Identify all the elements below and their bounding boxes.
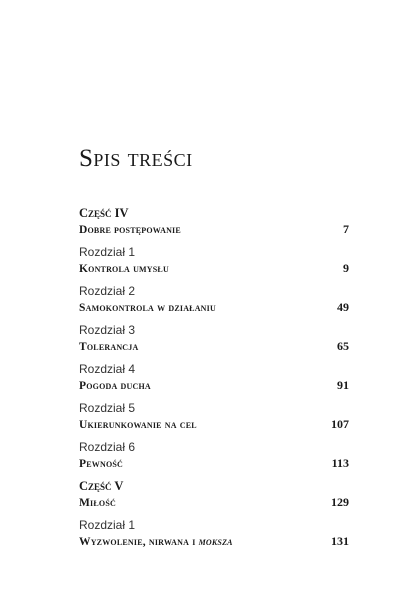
toc-entry[interactable] bbox=[79, 221, 349, 238]
entry-page-number: 131 bbox=[331, 534, 349, 548]
entry-title: Kontrola umysłu bbox=[79, 263, 169, 275]
part-v bbox=[79, 478, 349, 550]
chapter-label: Rozdział 1 bbox=[79, 518, 136, 532]
chapter-label: Rozdział 1 bbox=[79, 245, 136, 259]
part-label: Część IV bbox=[79, 206, 129, 220]
entry-page-number: 129 bbox=[331, 495, 349, 509]
toc-entry[interactable] bbox=[79, 299, 349, 316]
entry-page-number: 107 bbox=[331, 417, 349, 431]
entry-title: Dobre postępowanie bbox=[79, 224, 181, 236]
entry-title-italic: moksza bbox=[198, 536, 233, 548]
entry-title: Miłość bbox=[79, 497, 116, 509]
entry-title: Tolerancja bbox=[79, 341, 139, 353]
chapter-label: Rozdział 2 bbox=[79, 284, 136, 298]
toc-entry[interactable] bbox=[79, 416, 349, 433]
part-iv bbox=[79, 205, 349, 472]
chapter-label: Rozdział 6 bbox=[79, 440, 136, 454]
chapter-label: Rozdział 4 bbox=[79, 362, 136, 376]
entry-title: Pewność bbox=[79, 458, 123, 470]
page-title: Spis treści bbox=[79, 145, 193, 172]
entry-page-number: 7 bbox=[343, 222, 349, 236]
toc-entry[interactable] bbox=[79, 494, 349, 511]
entry-title: Ukierunkowanie na cel bbox=[79, 419, 197, 431]
entry-page-number: 9 bbox=[343, 261, 349, 275]
part-label: Część V bbox=[79, 479, 124, 493]
entry-title-main: Wyzwolenie, nirwana i bbox=[79, 536, 199, 548]
entry-title: Samokontrola w działaniu bbox=[79, 302, 216, 314]
chapter-label: Rozdział 3 bbox=[79, 323, 136, 337]
toc-entry[interactable] bbox=[79, 533, 349, 550]
entry-page-number: 113 bbox=[331, 456, 349, 470]
toc-entry[interactable] bbox=[79, 455, 349, 472]
entry-title: Pogoda ducha bbox=[79, 380, 151, 392]
chapter-label: Rozdział 5 bbox=[79, 401, 136, 415]
toc-entry[interactable] bbox=[79, 260, 349, 277]
entry-page-number: 65 bbox=[337, 339, 349, 353]
table-of-contents bbox=[79, 205, 349, 554]
entry-page-number: 49 bbox=[337, 300, 349, 314]
entry-title bbox=[79, 534, 233, 551]
entry-page-number: 91 bbox=[337, 378, 349, 392]
toc-entry[interactable] bbox=[79, 338, 349, 355]
toc-entry[interactable] bbox=[79, 377, 349, 394]
